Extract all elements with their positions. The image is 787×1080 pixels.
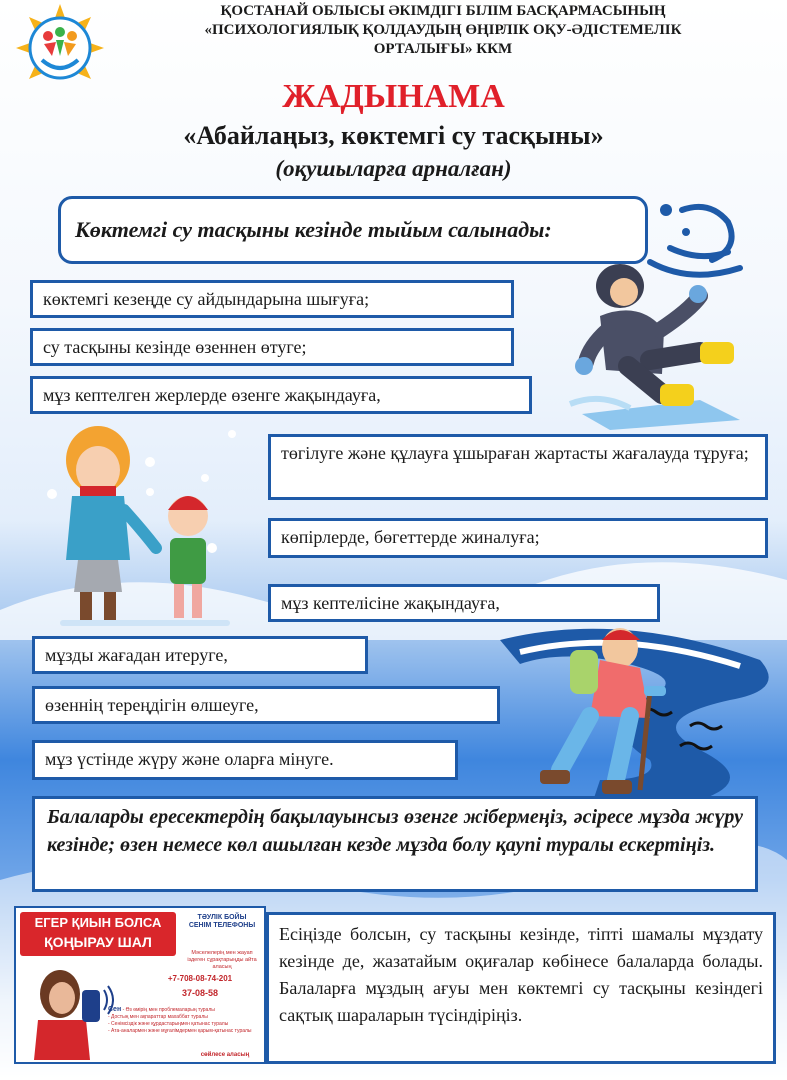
poster-heading-2: ҚОҢЫРАУ ШАЛ	[44, 934, 152, 950]
organization-logo	[16, 4, 104, 79]
poster-sen-label: Сен	[108, 1006, 122, 1013]
prohibited-item: төгілуге және құлауға ұшыраған жартасты жағалауда тұруға;	[268, 434, 768, 500]
audience-note: (оқушыларға арналған)	[275, 156, 512, 181]
hotline-phone-2: 37-08-58	[181, 988, 219, 998]
document-type-title: ЖАДЫНАМА	[282, 78, 505, 115]
poster-topic: - Достың мен ақпараттар махаббат туралы	[108, 1014, 208, 1020]
prohibited-item: су тасқыны кезінде өзеннен өтуге;	[30, 328, 514, 366]
hotline-poster	[14, 906, 266, 1064]
poster-tagline-small: Мәселелерің мен жауап іздеген сұрақтарыңды айта аласың	[187, 950, 257, 970]
prohibited-heading: Көктемгі су тасқыны кезінде тыйым салынады:	[58, 196, 648, 264]
document-subtitle: «Абайлаңыз, көктемгі су тасқыны»	[183, 121, 604, 150]
poster-topic: - Сенімсіздік және құрдастарыңмен қатынас туралы	[108, 1021, 229, 1027]
poster-heading-1: ЕГЕР ҚИЫН БОЛСА	[34, 915, 162, 930]
org-line-3: ОРТАЛЫҒЫ» ККМ	[373, 41, 513, 57]
safety-reminder: Есіңізде болсын, су тасқыны кезінде, тіпті шамалы мұздату кезінде де, жазатайым оқиғалар көбінесе балаларда болады. Балаларға мұздың ағуы мен көктемгі су тасқыны кезіндегі сақтық шараларын түсіндіріңіз.	[266, 912, 776, 1064]
poster-topics	[108, 1006, 264, 1035]
wind-swirl-icon	[650, 204, 740, 275]
prohibited-item: көктемгі кезеңде су айдындарына шығуға;	[30, 280, 514, 318]
poster-topic: - Өз өмірің мен проблемаларың туралы	[122, 1007, 215, 1013]
prohibited-item: өзеннің тереңдігін өлшеуге,	[32, 686, 500, 724]
prohibited-item: мұз үстінде жүру және оларға мінуге.	[32, 740, 458, 780]
prohibited-item: мұз кептелісіне жақындауға,	[268, 584, 660, 622]
poster-tagline	[182, 914, 262, 930]
prohibited-item: мұз кептелген жерлерде өзенге жақындауға,	[30, 376, 532, 414]
prohibited-item: көпірлерде, бөгеттерде жиналуға;	[268, 518, 768, 558]
parent-warning: Балаларды ересектердің бақылауынсыз өзенге жібермеңіз, әсіресе мұзда жүру кезінде; өзен немесе көл ашылған кезде мұзда болу қаупі туралы ескертіңіз.	[32, 796, 758, 892]
poster-tagline-2: СЕНІМ ТЕЛЕФОНЫ	[188, 922, 256, 929]
organization-name	[118, 2, 768, 59]
poster-footer: сөйлесе аласың	[200, 1052, 250, 1058]
kid-slipping-on-ice-illustration	[570, 264, 740, 430]
org-line-1: ҚОСТАНАЙ ОБЛЫСЫ ӘКІМДІГІ БІЛІМ БАСҚАРМАСЫНЫҢ	[220, 3, 666, 19]
org-line-2: «ПСИХОЛОГИЯЛЫҚ ҚОЛДАУДЫҢ ӨҢІРЛІК ОҚУ-ӘДІСТЕМЕЛІК	[204, 22, 682, 38]
poster-heading	[20, 912, 176, 956]
poster-tagline-1: ТӘУЛІК БОЙЫ	[197, 914, 247, 921]
phone-hand-icon	[24, 960, 114, 1060]
poster-topic: - Ата-аналармен және мұғалімдермен қарым-қатынас туралы	[108, 1028, 252, 1034]
hotline-phone-1: +7-708-08-74-201	[167, 974, 233, 983]
prohibited-item: мұзды жағадан итеруге,	[32, 636, 368, 674]
